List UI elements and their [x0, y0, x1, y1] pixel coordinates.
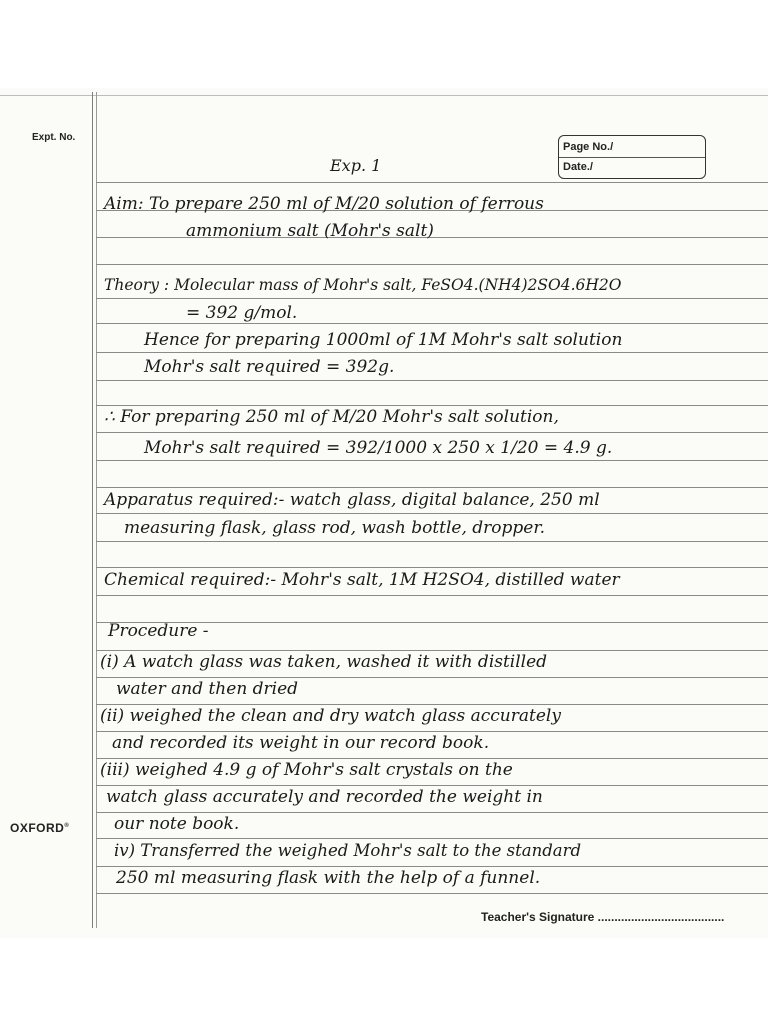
calculation-line: ∴ For preparing 250 ml of M/20 Mohr's salt solution, [104, 407, 559, 427]
ruled-line [96, 405, 768, 406]
date-label: Date./ [563, 161, 593, 173]
ruled-line [96, 352, 768, 353]
procedure-step: our note book. [114, 814, 240, 834]
ruled-line [96, 513, 768, 514]
ruled-line [96, 541, 768, 542]
brand-logo: OXFORD® [10, 821, 70, 835]
expt-no-label: Expt. No. [32, 132, 76, 143]
page-date-box [558, 135, 706, 179]
theory-line: Theory : Molecular mass of Mohr's salt, FeSO4.(NH4)2SO4.6H2O [104, 276, 622, 294]
ruled-line [96, 866, 768, 867]
teacher-signature-label: Teacher's Signature ...................................... [481, 910, 725, 924]
theory-line: Mohr's salt required = 392g. [144, 357, 395, 377]
ruled-line [96, 460, 768, 461]
procedure-step: (iii) weighed 4.9 g of Mohr's salt crystals on the [100, 760, 513, 780]
apparatus-line-cont: measuring flask, glass rod, wash bottle, dropper. [124, 518, 546, 538]
ruled-line [96, 893, 768, 894]
page-top-edge [0, 95, 768, 96]
ruled-line [96, 380, 768, 381]
apparatus-line: Apparatus required:- watch glass, digital balance, 250 ml [104, 490, 600, 510]
ruled-line [96, 785, 768, 786]
ruled-line [96, 567, 768, 568]
ruled-line [96, 650, 768, 651]
aim-line: Aim: To prepare 250 ml of M/20 solution of ferrous [104, 194, 544, 214]
ruled-line [96, 595, 768, 596]
experiment-title: Exp. 1 [330, 156, 382, 175]
ruled-line [96, 758, 768, 759]
procedure-step: (ii) weighed the clean and dry watch glass accurately [100, 706, 561, 726]
procedure-step: (i) A watch glass was taken, washed it with distilled [100, 652, 548, 672]
aim-line-cont: ammonium salt (Mohr's salt) [186, 221, 434, 241]
ruled-line [96, 838, 768, 839]
ruled-line [96, 182, 768, 183]
theory-line: Hence for preparing 1000ml of 1M Mohr's salt solution [144, 330, 623, 350]
page-no-label: Page No./ [563, 141, 614, 153]
chemical-line: Chemical required:- Mohr's salt, 1M H2SO4, distilled water [104, 570, 620, 590]
ruled-line [96, 677, 768, 678]
ruled-line [96, 323, 768, 324]
procedure-step: watch glass accurately and recorded the weight in [106, 787, 543, 807]
procedure-step: water and then dried [116, 679, 299, 699]
ruled-line [96, 487, 768, 488]
margin-rule [92, 92, 93, 928]
ruled-line [96, 298, 768, 299]
procedure-step: and recorded its weight in our record book. [112, 733, 490, 753]
ruled-line [96, 731, 768, 732]
calculation-line: Mohr's salt required = 392/1000 x 250 x 1/20 = 4.9 g. [144, 438, 613, 458]
procedure-step: 250 ml measuring flask with the help of a funnel. [116, 868, 541, 888]
procedure-heading: Procedure - [108, 621, 209, 641]
margin-rule [96, 92, 97, 928]
theory-line: = 392 g/mol. [186, 303, 298, 323]
procedure-step: iv) Transferred the weighed Mohr's salt to the standard [114, 841, 582, 860]
ruled-line [96, 432, 768, 433]
ruled-line [96, 704, 768, 705]
ruled-line [96, 264, 768, 265]
ruled-line [96, 812, 768, 813]
